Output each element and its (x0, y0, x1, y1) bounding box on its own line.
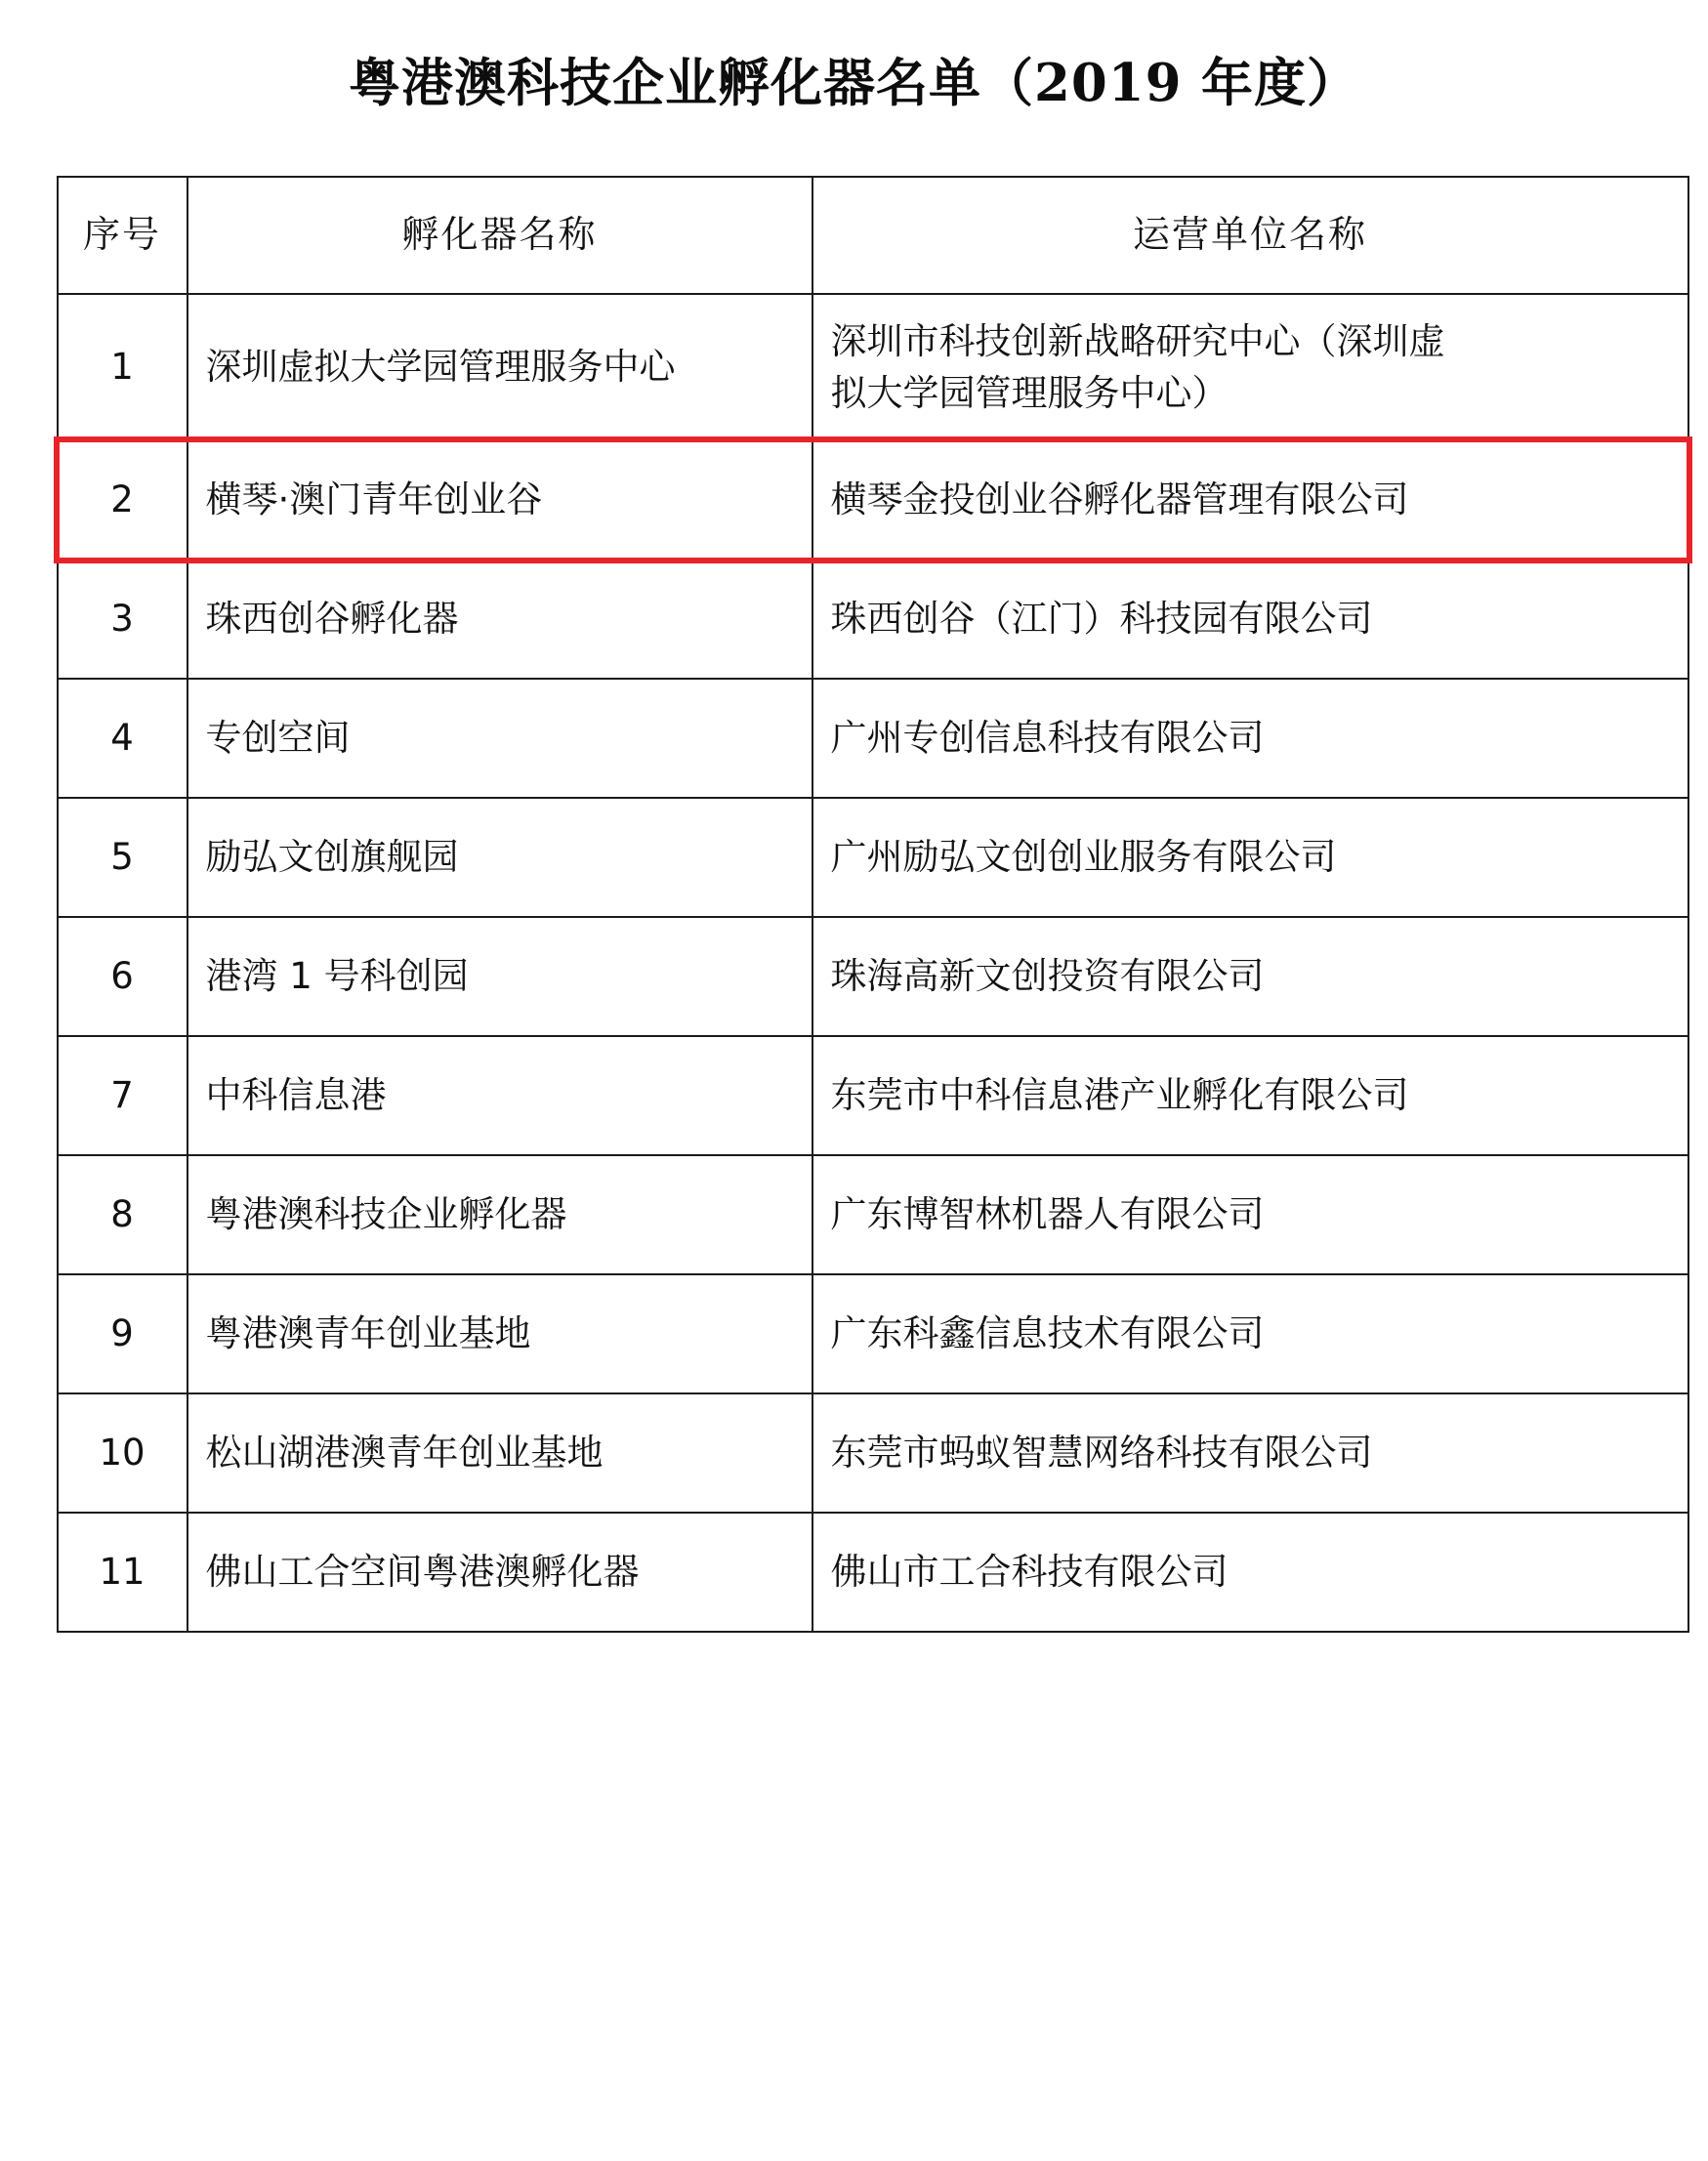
table-row (58, 1393, 1688, 1513)
table-row (58, 1513, 1688, 1632)
table-row (58, 1155, 1688, 1274)
cell-operating-unit-line1: 深圳市科技创新战略研究中心（深圳虚 (830, 319, 1445, 362)
cell-operating-unit (812, 294, 1688, 440)
cell-index: 6 (58, 917, 187, 1036)
cell-index: 7 (58, 1036, 187, 1155)
cell-index: 3 (58, 560, 187, 679)
cell-operating-unit: 横琴金投创业谷孵化器管理有限公司 (812, 440, 1688, 560)
cell-operating-unit-line2: 拟大学园管理服务中心） (830, 372, 1229, 415)
cell-operating-unit: 广东博智林机器人有限公司 (812, 1155, 1688, 1274)
cell-operating-unit: 珠西创谷（江门）科技园有限公司 (812, 560, 1688, 679)
page-title: 粤港澳科技企业孵化器名单（2019 年度） (349, 53, 1359, 113)
incubator-list-table (57, 176, 1689, 1633)
cell-index: 10 (58, 1393, 187, 1513)
cell-incubator-name: 深圳虚拟大学园管理服务中心 (187, 294, 812, 440)
table-header-row (58, 177, 1688, 294)
cell-incubator-name: 粤港澳青年创业基地 (187, 1274, 812, 1393)
column-header-operating-unit: 运营单位名称 (812, 177, 1688, 294)
table-header (58, 177, 1688, 294)
table-row (58, 294, 1688, 440)
column-header-incubator-name: 孵化器名称 (187, 177, 812, 294)
cell-operating-unit: 东莞市蚂蚁智慧网络科技有限公司 (812, 1393, 1688, 1513)
cell-index: 2 (58, 440, 187, 560)
table-row (58, 440, 1688, 560)
cell-operating-unit: 佛山市工合科技有限公司 (812, 1513, 1688, 1632)
table-body (58, 294, 1688, 1632)
cell-index: 4 (58, 679, 187, 798)
table-container (39, 176, 1670, 1633)
cell-operating-unit: 广州专创信息科技有限公司 (812, 679, 1688, 798)
cell-incubator-name: 珠西创谷孵化器 (187, 560, 812, 679)
cell-incubator-name: 中科信息港 (187, 1036, 812, 1155)
table-row (58, 1274, 1688, 1393)
cell-operating-unit: 广东科鑫信息技术有限公司 (812, 1274, 1688, 1393)
cell-index: 9 (58, 1274, 187, 1393)
cell-operating-unit: 珠海高新文创投资有限公司 (812, 917, 1688, 1036)
table-row (58, 1036, 1688, 1155)
cell-incubator-name: 佛山工合空间粤港澳孵化器 (187, 1513, 812, 1632)
cell-index: 8 (58, 1155, 187, 1274)
cell-operating-unit: 广州励弘文创创业服务有限公司 (812, 798, 1688, 917)
cell-index: 1 (58, 294, 187, 440)
cell-index: 11 (58, 1513, 187, 1632)
table-row (58, 917, 1688, 1036)
table-row (58, 679, 1688, 798)
cell-incubator-name: 松山湖港澳青年创业基地 (187, 1393, 812, 1513)
table-row (58, 798, 1688, 917)
cell-operating-unit: 东莞市中科信息港产业孵化有限公司 (812, 1036, 1688, 1155)
cell-incubator-name: 横琴·澳门青年创业谷 (187, 440, 812, 560)
column-header-index: 序号 (58, 177, 187, 294)
table-row (58, 560, 1688, 679)
cell-incubator-name: 港湾 1 号科创园 (187, 917, 812, 1036)
cell-incubator-name: 粤港澳科技企业孵化器 (187, 1155, 812, 1274)
cell-incubator-name: 专创空间 (187, 679, 812, 798)
cell-incubator-name: 励弘文创旗舰园 (187, 798, 812, 917)
cell-index: 5 (58, 798, 187, 917)
